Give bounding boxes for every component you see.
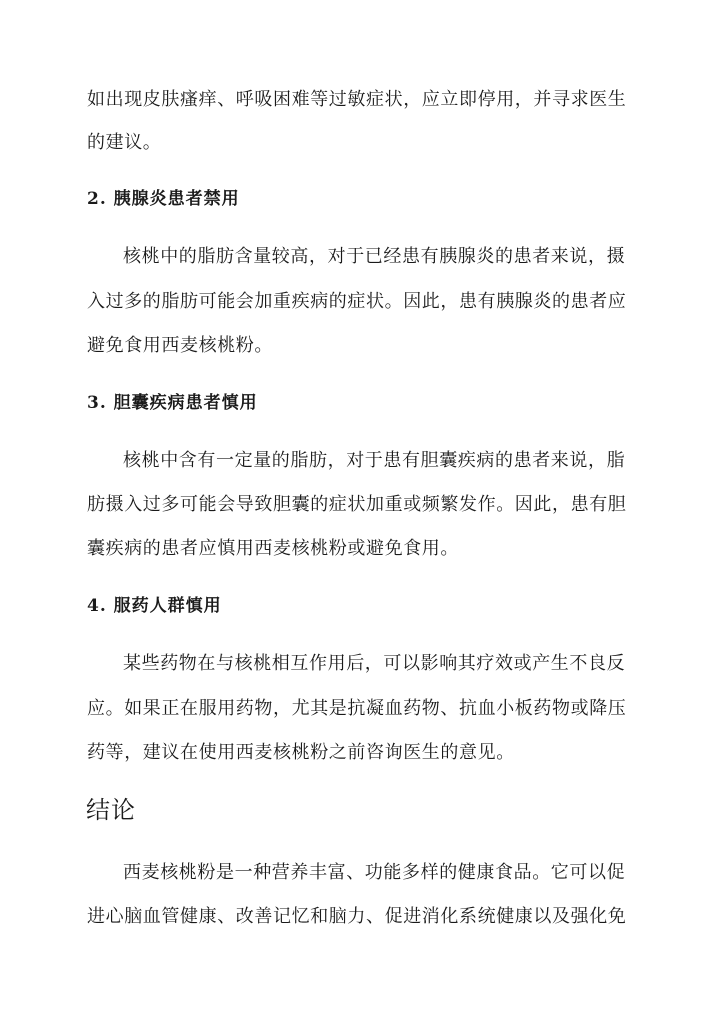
subheading-pancreatitis: 2. 胰腺炎患者禁用	[87, 189, 240, 209]
paragraph-line: 进心脑血管健康、改善记忆和脑力、促进消化系统健康以及强化免	[87, 906, 627, 927]
paragraph-line: 如出现皮肤瘙痒、呼吸困难等过敏症状，应立即停用，并寻求医生	[87, 89, 627, 110]
paragraph-line: 核桃中含有一定量的脂肪，对于患有胆囊疾病的患者来说，脂	[123, 450, 626, 471]
paragraph-line: 核桃中的脂肪含量较高，对于已经患有胰腺炎的患者来说，摄	[123, 246, 626, 267]
paragraph-line: 应。如果正在服用药物，尤其是抗凝血药物、抗血小板药物或降压	[87, 698, 627, 719]
subheading-medication: 4. 服药人群慎用	[87, 596, 222, 616]
subheading-gallbladder: 3. 胆囊疾病患者慎用	[87, 393, 258, 413]
section-title-conclusion: 结论	[86, 796, 136, 824]
paragraph-line: 肪摄入过多可能会导致胆囊的症状加重或频繁发作。因此，患有胆	[87, 494, 627, 515]
paragraph-line: 西麦核桃粉是一种营养丰富、功能多样的健康食品。它可以促	[123, 862, 626, 883]
paragraph-line: 的建议。	[87, 132, 162, 153]
paragraph-line: 药等，建议在使用西麦核桃粉之前咨询医生的意见。	[87, 742, 515, 763]
paragraph-line: 某些药物在与核桃相互作用后，可以影响其疗效或产生不良反	[123, 653, 626, 674]
paragraph-line: 囊疾病的患者应慎用西麦核桃粉或避免食用。	[87, 538, 459, 559]
paragraph-line: 避免食用西麦核桃粉。	[87, 335, 273, 356]
paragraph-line: 入过多的脂肪可能会加重疾病的症状。因此，患有胰腺炎的患者应	[87, 291, 627, 312]
